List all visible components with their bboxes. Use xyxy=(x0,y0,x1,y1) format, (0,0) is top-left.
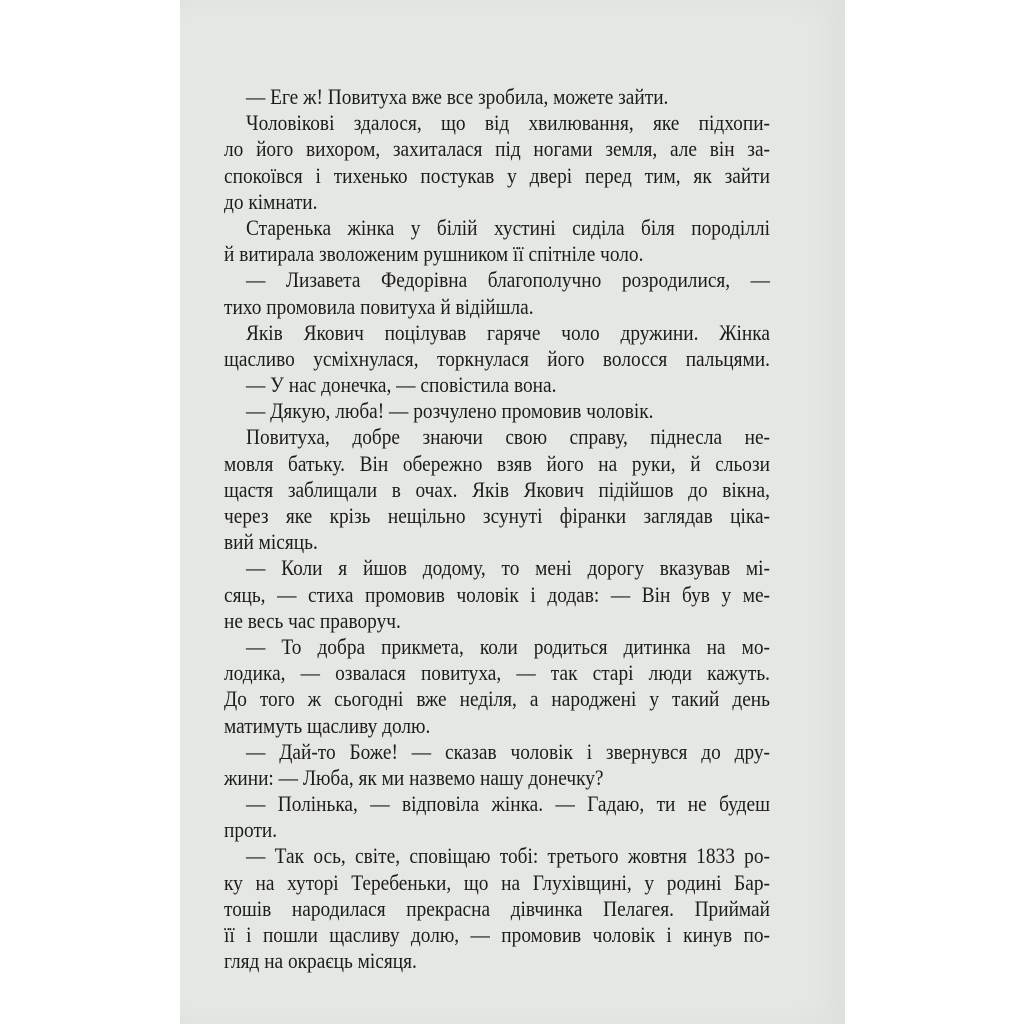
text-line xyxy=(224,870,770,896)
text-line-content: матимуть щасливу долю. xyxy=(224,712,431,738)
text-line xyxy=(224,922,770,948)
text-line-content: — То добра прикмета, коли родиться дитинка на мо- xyxy=(245,633,770,659)
text-line xyxy=(224,424,770,450)
text-line-content: Чоловікові здалося, що від хвилювання, яке підхопи- xyxy=(245,110,770,136)
text-line xyxy=(224,713,770,739)
text-line xyxy=(224,320,770,346)
text-line xyxy=(224,896,770,922)
text-line xyxy=(224,346,770,372)
text-line-content: мовля батьку. Він обережно взяв його на руки, й сльози xyxy=(224,450,770,476)
text-line-content: гляд на окраєць місяця. xyxy=(224,948,417,974)
text-line-content: щасливо усміхнулася, торкнулася його волосся пальцями. xyxy=(224,345,770,371)
text-line xyxy=(224,294,770,320)
text-line-content: й витирала зволоженим рушником її спітніле чоло. xyxy=(224,241,644,267)
text-line xyxy=(224,529,770,555)
text-line xyxy=(224,791,770,817)
text-line-content: Старенька жінка у білій хустині сиділа біля породіллі xyxy=(245,214,770,240)
text-line xyxy=(224,477,770,503)
text-line xyxy=(224,241,770,267)
text-line-content: тихо промовила повитуха й відійшла. xyxy=(224,293,534,319)
text-line-content: до кімнати. xyxy=(224,188,318,214)
text-line xyxy=(224,215,770,241)
text-line-content: — Так ось, світе, сповіщаю тобі: третього жовтня 1833 ро- xyxy=(245,843,770,869)
text-line xyxy=(224,555,770,581)
text-line-content: — Дякую, люба! — розчулено промовив чоловік. xyxy=(245,398,654,424)
text-line-content: щастя заблищали в очах. Яків Якович підійшов до вікна, xyxy=(224,476,770,502)
text-line-content: спокоївся і тихенько постукав у двері перед тим, як зайти xyxy=(224,162,770,188)
text-line-content: Яків Якович поцілував гаряче чоло дружини. Жінка xyxy=(245,319,770,345)
text-line-content: — Коли я йшов додому, то мені дорогу вказував мі- xyxy=(245,555,770,581)
text-line-content: — Дай-то Боже! — сказав чоловік і звернувся до дру- xyxy=(245,738,770,764)
text-line xyxy=(224,189,770,215)
text-line-content: через яке крізь нещільно зсунуті фіранки заглядав ціка- xyxy=(224,503,770,528)
text-line-content: лодика, — озвалася повитуха, — так старі люди кажуть. xyxy=(224,660,770,686)
text-line-content: сяць, — стиха промовив чоловік і додав: — Він був у ме- xyxy=(224,581,770,607)
text-line-content: не весь час праворуч. xyxy=(224,607,401,633)
text-line-content: — Полінька, — відповіла жінка. — Гадаю, ти не будеш xyxy=(245,791,770,817)
text-line xyxy=(224,817,770,843)
text-line xyxy=(224,948,770,974)
text-line-content: тошів народилася прекрасна дівчинка Пелагея. Приймай xyxy=(224,895,770,921)
text-line xyxy=(224,739,770,765)
text-line xyxy=(224,398,770,424)
text-line-content: жини: — Люба, як ми назвемо нашу донечку? xyxy=(224,764,604,790)
text-line-content: До того ж сьогодні вже неділя, а народжені у такий день xyxy=(224,686,770,712)
text-line xyxy=(224,582,770,608)
text-line xyxy=(224,608,770,634)
text-line-content: ку на хуторі Теребеньки, що на Глухівщині, у родині Бар- xyxy=(224,869,770,895)
text-line xyxy=(224,163,770,189)
text-line-content: вий місяць. xyxy=(224,529,318,555)
text-line xyxy=(224,686,770,712)
text-line xyxy=(224,136,770,162)
text-line-content: — Еге ж! Повитуха вже все зробила, можете зайти. xyxy=(245,84,669,109)
text-line xyxy=(224,110,770,136)
text-line xyxy=(224,634,770,660)
text-line-content: Повитуха, добре знаючи свою справу, піднесла не- xyxy=(245,424,770,450)
text-line xyxy=(224,84,770,110)
text-line xyxy=(224,451,770,477)
text-line xyxy=(224,843,770,869)
text-line-content: проти. xyxy=(224,817,278,843)
text-line-content: — У нас донечка, — сповістила вона. xyxy=(245,372,557,398)
text-line xyxy=(224,660,770,686)
text-line xyxy=(224,372,770,398)
book-page xyxy=(180,0,845,1024)
text-line xyxy=(224,765,770,791)
text-line xyxy=(224,503,770,529)
text-line xyxy=(224,267,770,293)
text-line-content: її і пошли щасливу долю, — промовив чоловік і кинув по- xyxy=(224,922,770,947)
text-line-content: ло його вихором, захиталася під ногами земля, але він за- xyxy=(224,136,770,162)
text-line-content: — Лизавета Федорівна благополучно розродилися, — xyxy=(245,267,770,293)
page-text xyxy=(224,84,770,974)
